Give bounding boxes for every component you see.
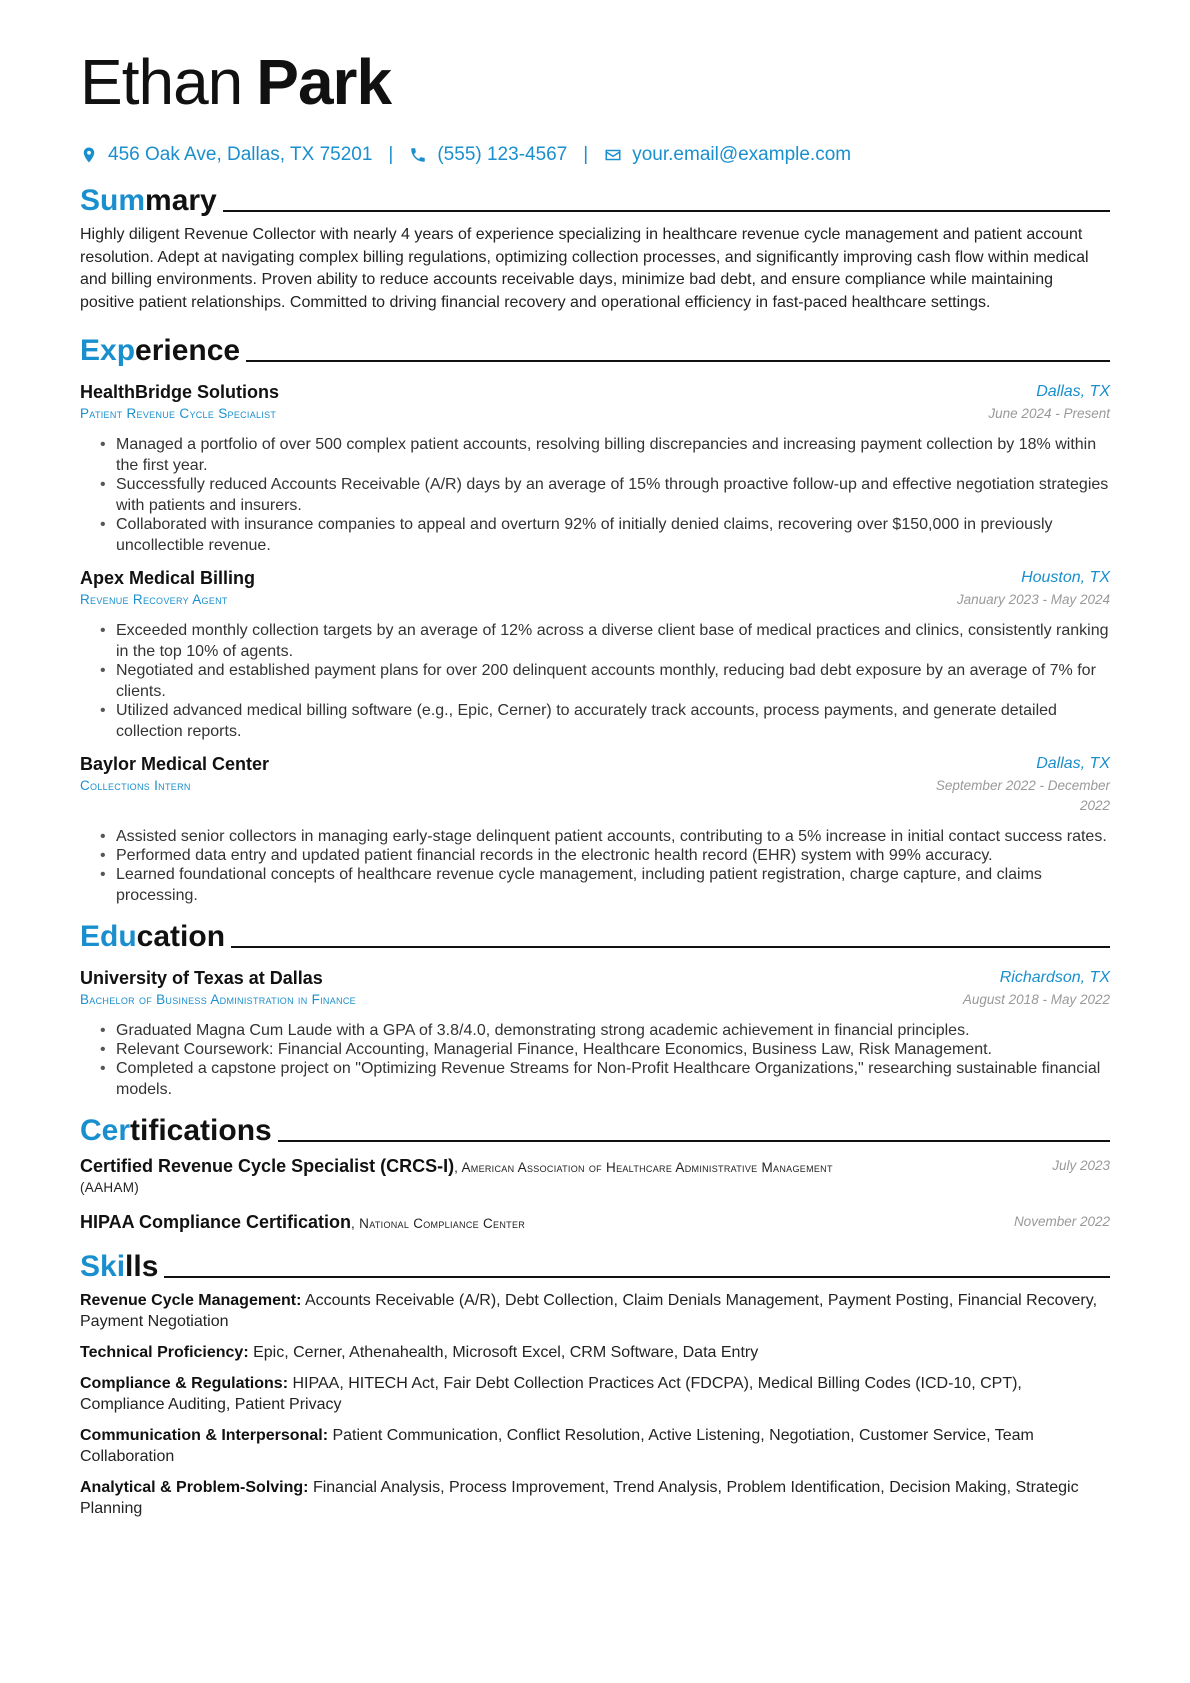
heading-rule [278,1140,1110,1142]
address-item [80,144,372,166]
certification-name: Certified Revenue Cycle Specialist (CRCS-I) [80,1156,455,1176]
job-dates: September 2022 - December 2022 [935,778,1110,813]
last-name: Park [256,46,392,118]
school-dates: August 2018 - May 2022 [962,992,1110,1007]
job-location: Dallas, TX [1036,383,1110,400]
skill-row [80,1342,1110,1363]
heading-rest: lls [125,1250,159,1283]
certification-date: July 2023 [1052,1158,1110,1173]
certification-item: HIPAA Compliance Certification, National Compliance Center November 2022 [80,1212,1110,1232]
experience-heading [80,328,1110,368]
summary-text: Highly diligent Revenue Collector with nearly 4 years of experience specializing in healthcare revenue cycle management and patient account resolution. Adept at navigating complex billing regulations, optimizing collection processes, and significantly improving cash flow within medical and billing environments. Proven ability to reduce accounts receivable days, minimize bad debt, and ensure compliance while maintaining positive patient relationships. Committed to driving financial recovery and operational efficiency in fast-paced healthcare settings. [80,226,1089,311]
heading-accent: Exp [80,334,136,367]
certification-name: HIPAA Compliance Certification [80,1212,352,1232]
summary-heading [80,178,1110,218]
skill-row [80,1425,1110,1467]
skill-label: Technical Proficiency: [80,1344,249,1361]
heading-rest: erience [135,334,241,367]
map-marker-icon [80,146,98,164]
job-title: Collections Intern [80,778,191,793]
job-dates: June 2024 - Present [988,406,1110,421]
phone-item[interactable] [409,144,567,166]
skill-value: HIPAA, HITECH Act, Fair Debt Collection Practices Act (FDCPA), Medical Billing Codes (ICD-10, CPT), Compliance Auditing, Patient Privacy [80,1375,1022,1413]
list-item: • Managed a portfolio of over 500 complex patient accounts, resolving billing discrepancies and increasing payment collection by 18% within the first year. [100,434,1110,476]
bullet-list [100,826,1110,906]
certification-issuer: National Compliance Center [359,1216,526,1231]
list-item: • Negotiated and established payment plans for over 200 delinquent accounts monthly, reducing bad debt exposure by an average of 7% for clients. [100,660,1110,702]
heading-rest: mary [145,184,217,217]
experience-entry [80,380,1110,556]
bullet-list [100,434,1110,556]
skill-row [80,1477,1110,1519]
skill-value: Accounts Receivable (A/R), Debt Collection, Claim Denials Management, Payment Posting, Financial Recovery, Payment Negotiation [80,1292,1098,1330]
list-item: • Exceeded monthly collection targets by an average of 12% across a diverse client base of medical practices and clinics, consistently ranking in the top 10% of agents. [100,620,1110,662]
skill-label: Compliance & Regulations: [80,1375,289,1392]
skill-row [80,1290,1110,1332]
first-name: Ethan [80,46,243,118]
envelope-icon [604,146,622,164]
bullet-list [100,620,1110,742]
experience-entry [80,752,1110,906]
phone-icon [409,146,427,164]
school-location: Richardson, TX [999,969,1110,986]
email-text: your.email@example.com [632,144,852,165]
heading-accent: Ski [80,1250,126,1283]
heading-rule [246,360,1110,362]
experience-entry [80,566,1110,742]
skill-label: Communication & Interpersonal: [80,1427,329,1444]
list-item: • Completed a capstone project on "Optimizing Revenue Streams for Non-Profit Healthcare Organizations," researching sustainable financial models. [100,1058,1110,1100]
email-item[interactable] [604,144,851,166]
list-item: • Performed data entry and updated patient financial records in the electronic health record (EHR) system with 99% accuracy. [100,845,1110,866]
list-item: • Learned foundational concepts of healthcare revenue cycle management, including patient registration, charge capture, and claims processing. [100,864,1110,906]
skill-value: Epic, Cerner, Athenahealth, Microsoft Excel, CRM Software, Data Entry [253,1344,759,1361]
employer-name: Baylor Medical Center [80,754,270,774]
heading-rule [164,1276,1110,1278]
degree: Bachelor of Business Administration in Finance [80,992,356,1007]
job-dates: January 2023 - May 2024 [956,592,1110,607]
heading-accent: Edu [80,920,137,953]
heading-rule [223,210,1110,212]
certifications-heading [80,1108,1110,1148]
skills-heading [80,1244,1110,1284]
heading-accent: Cer [80,1114,131,1147]
certification-issuer: American Association of Healthcare Administrative Management (AAHAM) [80,1160,833,1195]
skill-label: Revenue Cycle Management: [80,1292,302,1309]
employer-name: Apex Medical Billing [80,568,256,588]
heading-rule [231,946,1110,948]
job-title: Patient Revenue Cycle Specialist [80,406,277,421]
address-text: 456 Oak Ave, Dallas, TX 75201 [108,144,373,165]
list-item: • Utilized advanced medical billing software (e.g., Epic, Cerner) to accurately track accounts, process payments, and generate detailed collection reports. [100,700,1110,742]
skill-label: Analytical & Problem-Solving: [80,1479,309,1496]
job-location: Dallas, TX [1036,755,1110,772]
contact-separator: | [583,144,589,165]
heading-rest: cation [136,920,226,953]
phone-text: (555) 123-4567 [437,144,568,165]
list-item: • Graduated Magna Cum Laude with a GPA of 3.8/4.0, demonstrating strong academic achievement in financial principles. [100,1020,1110,1041]
job-location: Houston, TX [1021,569,1110,586]
list-item: • Collaborated with insurance companies to appeal and overturn 92% of initially denied claims, recovering over $150,000 in previously uncollectible revenue. [100,514,1110,556]
heading-rest: tifications [130,1114,272,1147]
skill-value: Patient Communication, Conflict Resolution, Active Listening, Negotiation, Customer Service, Team Collaboration [80,1427,1034,1465]
job-title: Revenue Recovery Agent [80,592,228,607]
candidate-name [80,44,1110,120]
contact-line [80,142,1110,168]
education-heading [80,914,1110,954]
list-item: • Relevant Coursework: Financial Accounting, Managerial Finance, Healthcare Economics, Business Law, Risk Management. [100,1039,1110,1060]
certification-item: Certified Revenue Cycle Specialist (CRCS-I), American Association of Healthcare Administrative Management (AAHAM) July 2023 [80,1156,1110,1195]
list-item: • Assisted senior collectors in managing early-stage delinquent patient accounts, contributing to a 5% increase in initial contact success rates. [100,826,1110,847]
certification-date: November 2022 [1013,1214,1110,1229]
list-item: • Successfully reduced Accounts Receivable (A/R) days by an average of 15% through proactive follow-up and effective negotiation strategies with patients and insurers. [100,474,1110,516]
skill-row [80,1373,1110,1415]
employer-name: HealthBridge Solutions [80,382,280,402]
heading-accent: Sum [80,184,146,217]
education-entry [80,966,1110,1100]
skill-value: Financial Analysis, Process Improvement, Trend Analysis, Problem Identification, Decision Making, Strategic Planning [80,1479,1079,1517]
school-name: University of Texas at Dallas [80,968,323,988]
bullet-list [100,1020,1110,1100]
contact-separator: | [388,144,394,165]
